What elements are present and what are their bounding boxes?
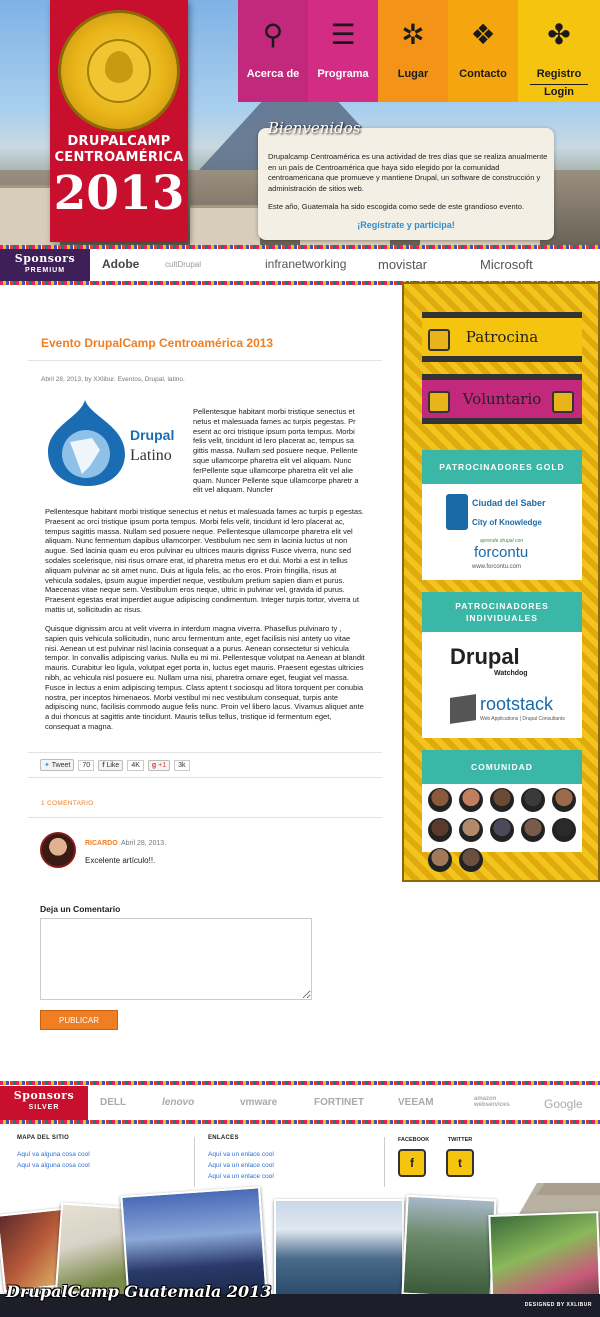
nav-lugar[interactable] <box>378 0 448 102</box>
article-paragraph: Pellentesque habitant morbi tristique senectus et netus et malesuada fames ac turpis pegestas. Pr esent ac orci tristique ipsum porta tempus. Morbi felis velit, tincidunt id lero placerat ac, tempus sa gittis massa. Nullam sed posuere neque. Pellente sque ullamcorpe pharetra elit vel aliquam. Nunc ferPellente sque ullamcorpe pharetra elit vel alie quam. Nuncer Pellente sque ullamcorpe pharetr a elit vel aliquam. Nuncfer <box>193 407 359 495</box>
facebook-icon: f <box>102 761 105 769</box>
community-member-avatar[interactable] <box>428 818 452 842</box>
article-paragraph: Pellentesque habitant morbi tristique senectus et netus et malesuada fames ac turpis p egestas. Praesent ac orci tristique ipsum porta tempus. Morbi felis velit, tincidunt id lero placerat ac, tempus sagittis massa. Nullam sed posuere neque. Pellentesque ullamcorpe pharetra elit vel aliquam. Nunc fermentum dapibus ullamcorper. Vestibulum nec sem in lacinia luctus ut non augue. Sed lacinia quam eu eros pulvinar eu ultrices mauris digniss Fusce viverra, nunc sed sodales scelerisque, nisi risus ornare erat, id pharetra metus ero et dui. Morbi a est in tellus aliquam pulvinar ac sit amet nunc. Duis at ligula felis, ac rho eros. Proin fringilla, risus at vehicula sodales, ipsum augue imperdiet neque, vestibulum pretium sapien diam et purus. Maecenas vitae neque sem. Vestibulum eros neque, ultric in pulvinar vel, gravida id purus. Praesent egestas erat imperdiet augue adipiscing condimentum. Integer turpis tortor, viverra ut mattis ut, sollicitudin ac risus. <box>45 507 364 614</box>
footer-links-title: ENLACES <box>208 1135 239 1141</box>
individual-sponsors-heading: PATROCINADORES INDIVIDUALES <box>422 592 582 632</box>
community-member-avatar[interactable] <box>459 848 483 872</box>
forcontu-tagline: aprende drupal con <box>480 538 524 544</box>
diamond-glyph-icon: ❖ <box>470 19 496 50</box>
welcome-text: Drupalcamp Centroamérica es una actividad de tres días que se realiza anualmente en un país de Centroamérica que haya sido elegido por la comunidad centroamericana que promueve y mantiene Drupal, un software de construcción y administración de sitios web. <box>268 152 548 193</box>
like-label: Like <box>106 761 120 769</box>
sponsor-ciudad-del-saber-sub: City of Knowledge <box>472 518 542 527</box>
drupal-watchdog-sub: Watchdog <box>494 670 528 677</box>
community-member-avatar[interactable] <box>428 788 452 812</box>
community-member-avatar[interactable] <box>552 788 576 812</box>
footer-links <box>208 1135 274 1182</box>
sponsor-logo-vmware[interactable]: vmware <box>240 1097 278 1108</box>
like-count: 4K <box>127 760 144 771</box>
sponsor-logo-dell[interactable]: DELL <box>100 1097 127 1108</box>
nav-contacto[interactable] <box>448 0 518 102</box>
mayan-glyph-icon <box>552 391 574 413</box>
tag-subtitle: SILVER <box>28 1104 60 1111</box>
article-meta: Abril 28, 2013, by XXlibur. Eventos, Drupal, latino. <box>41 376 185 383</box>
plusone-label: +1 <box>158 761 167 769</box>
article-title[interactable]: Evento DrupalCamp Centroamérica 2013 <box>41 336 274 350</box>
twitter-label: TWITTER <box>447 1137 473 1143</box>
footer-link[interactable]: Aquí va un enlace cool <box>208 1151 274 1158</box>
main-nav <box>238 0 600 102</box>
nav-contacto-label: Contacto <box>459 68 507 80</box>
collage-photo <box>274 1199 404 1299</box>
community-member-avatar[interactable] <box>521 788 545 812</box>
tweet-label: Tweet <box>51 762 71 769</box>
volunteer-cta-button[interactable] <box>422 374 582 424</box>
like-button[interactable] <box>98 760 123 771</box>
sponsor-logo-lenovo[interactable]: lenovo <box>162 1097 195 1108</box>
community-member-avatar[interactable] <box>521 818 545 842</box>
stripe-divider <box>0 1120 600 1124</box>
sponsors-silver-tag <box>0 1086 88 1120</box>
footer-title: DrupalCamp Guatemala 2013 <box>6 1282 272 1301</box>
sponsors-silver <box>0 1086 600 1120</box>
logo-year: 2013 <box>53 166 185 221</box>
header <box>0 0 600 245</box>
tweet-count: 70 <box>78 760 94 771</box>
divider <box>28 360 382 361</box>
ciudad-del-saber-icon <box>446 494 468 530</box>
divider <box>194 1137 195 1187</box>
site-logo[interactable] <box>50 0 188 242</box>
designed-by: DESIGNED BY XXLIBUR <box>524 1302 592 1308</box>
plusone-count: 3k <box>174 760 189 771</box>
sponsor-ciudad-del-saber[interactable]: Ciudad del Saber <box>472 498 546 508</box>
gold-sponsors-heading: PATROCINADORES GOLD <box>422 450 582 484</box>
logo-title: DRUPALCAMP CENTROAMÉRICA <box>54 134 184 165</box>
plusone-button[interactable] <box>148 760 170 771</box>
patrocina-label: Patrocina <box>465 328 539 346</box>
nav-account <box>518 0 600 102</box>
comment-textarea[interactable] <box>40 918 312 1000</box>
leave-comment-title: Deja un Comentario <box>40 904 121 914</box>
twitter-bird-icon: ✦ <box>44 762 50 769</box>
sponsor-drupal-watchdog[interactable]: Drupal <box>450 644 520 669</box>
twitter-block <box>446 1137 474 1177</box>
welcome-title: Bienvenidos <box>268 119 361 137</box>
community-faces <box>422 784 582 852</box>
welcome-box <box>258 119 554 240</box>
sidebar <box>402 282 600 882</box>
mayan-calendar-icon <box>58 10 180 132</box>
tweet-button[interactable] <box>40 759 74 771</box>
voluntario-label: Voluntario <box>462 390 542 408</box>
publish-button[interactable]: PUBLICAR <box>40 1010 118 1030</box>
individual-sponsors <box>422 632 582 738</box>
footer-sitemap-title: MAPA DEL SITIO <box>17 1135 70 1141</box>
community-member-avatar[interactable] <box>490 818 514 842</box>
logo-text-latino: Latino <box>130 447 172 464</box>
totem-glyph-icon: ☰ <box>330 19 356 50</box>
divider <box>28 817 382 818</box>
nav-acerca-label: Acerca de <box>246 68 300 80</box>
nav-programa[interactable] <box>308 0 378 102</box>
sponsor-logo-cultdrupal[interactable]: cultDrupal <box>165 260 202 269</box>
footer-link[interactable]: Aquí va alguna cosa cool <box>17 1162 90 1169</box>
community-member-avatar[interactable] <box>490 788 514 812</box>
sponsor-logo-movistar[interactable]: movistar <box>378 257 428 272</box>
community-member-avatar[interactable] <box>459 818 483 842</box>
community-member-avatar[interactable] <box>459 788 483 812</box>
register-link[interactable]: Registro <box>536 68 582 80</box>
register-cta-link[interactable]: ¡Regístrate y participa! <box>357 220 455 230</box>
mayan-glyph-icon <box>428 329 450 351</box>
footer-link[interactable]: Aquí va alguna cosa cool <box>17 1151 90 1158</box>
facebook-icon[interactable]: f <box>398 1149 426 1177</box>
tag-title: Sponsors <box>14 252 76 265</box>
collage-photo <box>401 1195 496 1300</box>
footer-link[interactable]: Aquí va un enlace cool <box>208 1162 274 1169</box>
comment-date: Abril 28, 2013. <box>121 840 167 847</box>
divider <box>28 777 382 778</box>
sponsor-logo-microsoft[interactable]: Microsoft <box>480 257 533 272</box>
sponsors-premium <box>0 249 600 281</box>
facebook-label: FACEBOOK <box>398 1137 430 1143</box>
sponsor-forcontu[interactable]: forcontu <box>474 544 529 561</box>
nav-lugar-label: Lugar <box>397 68 429 80</box>
community-heading: COMUNIDAD <box>422 750 582 784</box>
logo-text-drupal: Drupal <box>130 427 175 443</box>
person-glyph-icon: ⚲ <box>262 19 284 50</box>
avatar <box>40 832 76 868</box>
facebook-block <box>398 1137 429 1177</box>
gold-sponsors <box>422 484 582 580</box>
mayan-glyph-icon <box>428 391 450 413</box>
sponsor-rootstack[interactable]: rootstack <box>480 694 554 714</box>
stripe-divider <box>0 1081 600 1085</box>
sponsor-logo-fortinet[interactable]: FORTINET <box>314 1097 364 1108</box>
tag-subtitle: PREMIUM <box>24 267 66 274</box>
rootstack-sub: Web Applications | Drupal Consultants <box>480 716 565 722</box>
sponsor-cta-button[interactable] <box>422 312 582 362</box>
sponsor-logo-veeam[interactable]: VEEAM <box>398 1097 434 1108</box>
forcontu-url: www.forcontu.com <box>472 564 522 570</box>
article-paragraph: Quisque dignissim arcu at velit viverra in interdum magna viverra. Phasellus pulvinaro ty , sapien quis vehicula sollicitudin, nunc arcu fermentum ante, eget facilisis nisi antety uo vitae nisi. Aenean ut est pulvinar nisl lacinia consequat a a purus. Aenean consectetur si vehicula tempor. In convallis adipiscing varius. Nulla eu mi mi. Pellentesque volutpat na Aenean at blandit mauris. Curabitur leo ligula, volutpat eget porta in, luctus eget mauris. Praesent egestas ultricies nibh, ac vehicula nisl posuere eu. Nullam urna nisi, pharetra ornare eget, feugiat vel massa. Fusce in lectus a enim adipiscing tempus. Class aptent t sociosqu ad litora torquent per conubia nostra, per inceptos himenaeos. Morbi vestibul mi nec vestibulum consequat, turpis ante adipiscing nunc, facilisis commodo augue felis nunc. Proin vel libero lacus. Vivamus aliquet ante a dui rhoncus at sagittis ante tincidunt. Mauris tellus tellus, tristique id fermentum eget, consequat a magna. <box>45 624 365 731</box>
key-glyph-icon: ✤ <box>547 19 571 50</box>
divider <box>28 752 382 753</box>
sponsors-premium-tag <box>0 249 90 281</box>
sponsor-logo-infranetworking[interactable]: infranetworking <box>265 257 347 271</box>
community-member-avatar[interactable] <box>552 818 576 842</box>
sponsor-logo-adobe[interactable]: Adobe <box>102 257 140 271</box>
comment-text: Excelente artículo!!. <box>85 856 156 865</box>
community-member-avatar[interactable] <box>428 848 452 872</box>
drupal-latino-logo <box>40 396 190 488</box>
comment-author[interactable]: RICARDO <box>85 840 118 847</box>
google-plus-icon: g <box>151 761 157 769</box>
share-bar <box>40 758 190 772</box>
footer-sitemap <box>17 1135 90 1171</box>
login-link[interactable]: Login <box>530 84 588 98</box>
sponsor-logo-google[interactable]: Google <box>544 1097 583 1111</box>
sponsor-logo-amazon[interactable]: amazon webservices <box>474 1096 510 1108</box>
nav-acerca[interactable] <box>238 0 308 102</box>
community-faces-grid <box>428 788 578 872</box>
rootstack-cube-icon <box>450 694 476 724</box>
divider <box>384 1137 385 1187</box>
nav-programa-label: Programa <box>317 68 369 80</box>
twitter-icon[interactable]: t <box>446 1149 474 1177</box>
footer-link[interactable]: Aquí va un enlace cool <box>208 1173 274 1180</box>
welcome-text-2: Este año, Guatemala ha sido escogida como sede de este grandioso evento. <box>268 202 524 211</box>
comments-count: 1 COMENTARIO <box>41 800 94 807</box>
tag-title: Sponsors <box>13 1089 75 1102</box>
tree-glyph-icon: ✲ <box>401 19 425 50</box>
